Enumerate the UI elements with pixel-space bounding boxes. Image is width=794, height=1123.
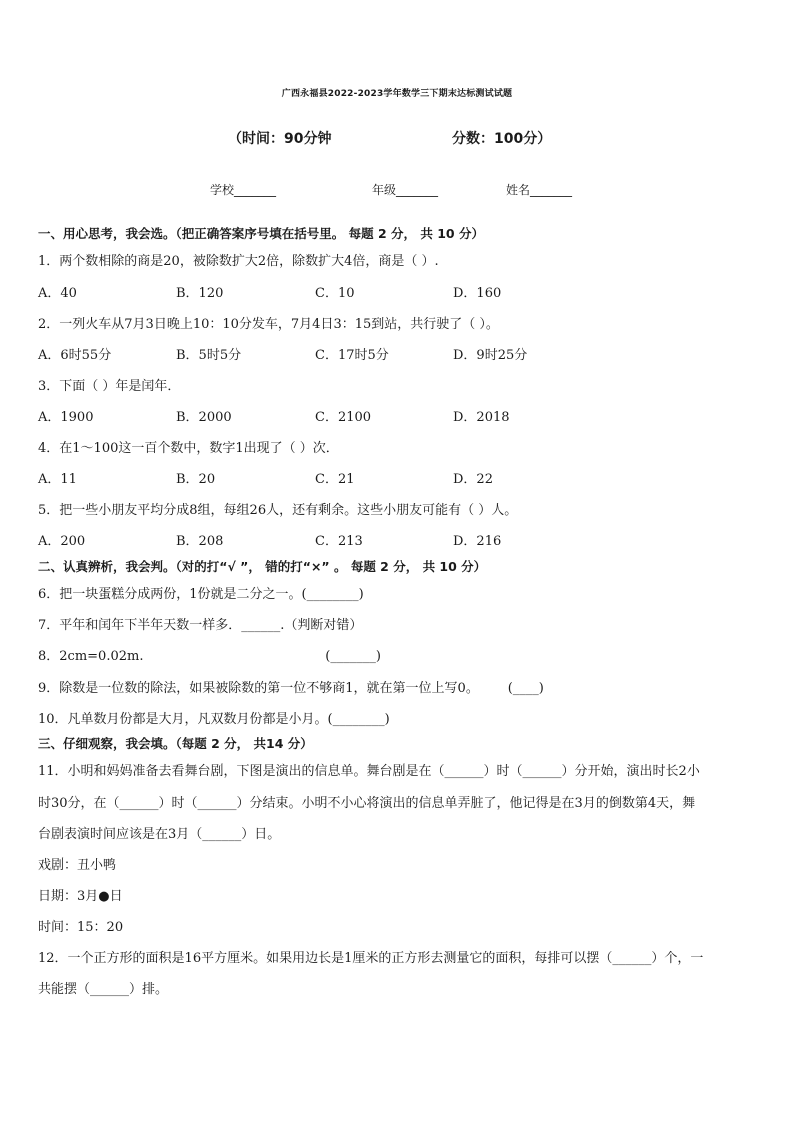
- info-card-time: 时间：15：20: [38, 920, 124, 935]
- q2-option-c: C．17时5分: [315, 348, 389, 363]
- question-11-line-1: 11．小明和妈妈准备去看舞台剧，下图是演出的信息单。舞台剧是在（______）时（______）分开始，演出时长2小: [38, 764, 700, 779]
- question-10: 10．凡单数月份都是大月，凡双数月份都是小月。(________): [38, 712, 390, 727]
- q1-option-a: A．40: [38, 286, 77, 301]
- school-field[interactable]: 学校_______: [210, 183, 277, 197]
- q5-option-b: B．208: [176, 534, 224, 549]
- section-2-heading: 二、认真辨析，我会判。（对的打“√ ”， 错的打“×” 。 每题 2 分， 共 10 分）: [38, 559, 487, 574]
- q3-option-a: A．1900: [38, 410, 94, 425]
- q3-option-c: C．2100: [315, 410, 372, 425]
- question-11-line-3: 台剧表演时间应该是在3月（______）日。: [38, 827, 281, 842]
- question-3: 3．下面（ ）年是闰年．: [38, 379, 181, 394]
- q2-option-d: D．9时25分: [453, 348, 528, 363]
- question-12-line-2: 共能摆（______）排。: [38, 982, 169, 997]
- question-4: 4．在1～100这一百个数中，数字1出现了（ ）次．: [38, 441, 339, 456]
- q1-option-b: B．120: [176, 286, 224, 301]
- question-11-line-2: 时30分，在（______）时（______）分结束。小明不小心将演出的信息单弄脏了，他记得是在3月的倒数第4天，舞: [38, 796, 696, 811]
- q5-option-c: C．213: [315, 534, 363, 549]
- q4-option-d: D．22: [453, 472, 493, 487]
- section-1-heading: 一、用心思考，我会选。（把正确答案序号填在括号里。 每题 2 分， 共 10 分）: [38, 226, 484, 241]
- page-title: 广西永福县2022-2023学年数学三下期末达标测试试题: [281, 89, 513, 99]
- question-5: 5．把一些小朋友平均分成8组，每组26人，还有剩余。这些小朋友可能有（ ）人。: [38, 503, 518, 518]
- grade-field[interactable]: 年级_______: [372, 183, 439, 197]
- q2-option-a: A．6时55分: [38, 348, 112, 363]
- name-field[interactable]: 姓名_______: [506, 183, 573, 197]
- section-3-heading: 三、仔细观察，我会填。（每题 2 分， 共14 分）: [38, 736, 313, 751]
- question-2: 2．一列火车从7月3日晚上10：10分发车，7月4日3：15到站，共行驶了（ ）。: [38, 317, 499, 332]
- question-8: 8．2cm=0.02m. (_______): [38, 649, 381, 664]
- question-7: 7．平年和闰年下半年天数一样多．______.（判断对错）: [38, 618, 363, 633]
- q4-option-b: B．20: [176, 472, 216, 487]
- question-12-line-1: 12．一个正方形的面积是16平方厘米。如果用边长是1厘米的正方形去测量它的面积，每排可以摆（______）个，一: [38, 951, 704, 966]
- q5-option-d: D．216: [453, 534, 502, 549]
- info-card-date: 日期：3月●日: [38, 889, 123, 904]
- q4-option-a: A．11: [38, 472, 77, 487]
- q4-option-c: C．21: [315, 472, 355, 487]
- exam-time: （时间：90分钟: [228, 131, 332, 147]
- exam-score: 分数：100分）: [452, 131, 552, 147]
- q5-option-a: A．200: [38, 534, 86, 549]
- q3-option-d: D．2018: [453, 410, 510, 425]
- question-1: 1．两个数相除的商是20，被除数扩大2倍，除数扩大4倍，商是（ ）.: [38, 254, 439, 269]
- info-card-title: 戏剧：丑小鸭: [38, 858, 117, 873]
- q3-option-b: B．2000: [176, 410, 232, 425]
- q1-option-d: D．160: [453, 286, 502, 301]
- q1-option-c: C．10: [315, 286, 355, 301]
- question-9: 9．除数是一位数的除法，如果被除数的第一位不够商1，就在第一位上写0。 (____): [38, 681, 544, 696]
- q2-option-b: B．5时5分: [176, 348, 242, 363]
- question-6: 6．把一块蛋糕分成两份，1份就是二分之一。(________): [38, 587, 364, 602]
